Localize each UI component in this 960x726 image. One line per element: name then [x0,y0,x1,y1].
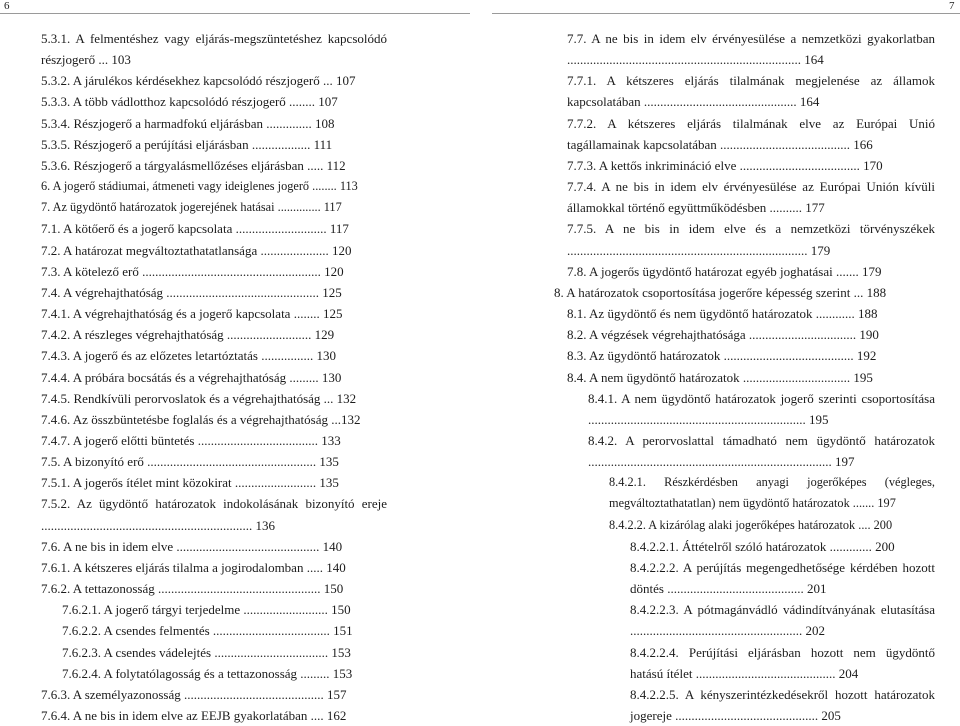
toc-entry: 7.7.3. A kettős inkrimináció elve ..................................... 170 [567,157,883,173]
toc-entry: 5.3.1. A felmentéshez vagy eljárás-megszüntetéshez kapcsolódó részjogerő ... 103 [41,31,387,68]
header-rule-right [492,13,960,14]
toc-entry: 8.4.1. A nem ügydöntő határozatok jogerő szerinti csoportosítása ................................................................... 195 [588,390,935,427]
toc-entry: 8.1. Az ügydöntő és nem ügydöntő határozatok ............ 188 [567,306,878,322]
toc-entry: 7.4.6. Az összbüntetésbe foglalás és a végrehajthatóság ...132 [41,411,361,427]
toc-entry: 7.4.5. Rendkívüli perorvoslatok és a végrehajthatóság ... 132 [41,390,357,406]
toc-entry: 8.4.2.2.4. Perújítási eljárásban hozott nem ügydöntő hatású ítélet ........................................... 204 [630,644,935,681]
toc-entry: 7.4.3. A jogerő és az előzetes letartóztatás ................ 130 [41,348,336,364]
toc-entry: 7.8. A jogerős ügydöntő határozat egyéb joghatásai ....... 179 [567,263,882,279]
toc-entry: 7.4.2. A részleges végrehajthatóság .......................... 129 [41,327,335,343]
toc-entry: 8.4.2.2.1. Áttételről szóló határozatok ............. 200 [630,538,895,554]
toc-entry: 8. A határozatok csoportosítása jogerőre képesség szerint ... 188 [554,284,887,300]
toc-entry: 7.6.2. A tettazonosság .................................................. 150 [41,581,344,597]
toc-entry: 7.5. A bizonyító erő .................................................... 135 [41,454,339,470]
toc-entry: 7.6.3. A személyazonosság ........................................... 157 [41,686,347,702]
toc-entry: 5.3.2. A járulékos kérdésekhez kapcsolódó részjogerő ... 107 [41,73,356,89]
toc-entry: 8.4.2. A perorvoslattal támadható nem ügydöntő határozatok ........................................................................... 197 [588,432,935,470]
toc-entry: 6. A jogerő stádiumai, átmeneti vagy ideiglenes jogerő ........ 113 [41,179,358,194]
toc-entry: 7.6.2.3. A csendes vádelejtés ................................... 153 [62,644,351,660]
toc-entry: 7.4.4. A próbára bocsátás és a végrehajthatóság ......... 130 [41,369,342,385]
toc-entry: 7.7.1. A kétszeres eljárás tilalmának megjelenése az államok kapcsolatában ............................................... 164 [567,73,935,110]
toc-entry: 7.6.2.2. A csendes felmentés .................................... 151 [62,623,353,639]
toc-entry: 7.4. A végrehajthatóság ............................................... 125 [41,284,342,300]
toc-entry: 7.1. A kötőerő és a jogerő kapcsolata ............................ 117 [41,221,349,237]
toc-entry: 8.2. A végzések végrehajthatósága ................................. 190 [567,327,879,343]
toc-entry: 8.4.2.2.3. A pótmagánvádló vádindítványának elutasítása ..................................................... 202 [630,602,935,639]
toc-entry: 8.4.2.2.2. A perújítás megengedhetősége kérdében hozott döntés .......................................... 201 [630,559,935,597]
page-number-left: 6 [4,0,10,12]
toc-entry: 5.3.3. A több vádlotthoz kapcsolódó részjogerő ........ 107 [41,94,338,110]
toc-entry: 7.6.2.1. A jogerő tárgyi terjedelme .......................... 150 [62,602,351,618]
toc-entry: 5.3.5. Részjogerő a perújítási eljárásban .................. 111 [41,136,333,152]
toc-entry: 7.4.1. A végrehajthatóság és a jogerő kapcsolata ........ 125 [41,306,343,322]
toc-entry: 8.4.2.2.5. A kényszerintézkedésekről hozott határozatok jogereje ............................................ 205 [630,686,935,723]
toc-entry: 7.5.1. A jogerős ítélet mint közokirat ......................... 135 [41,475,339,491]
toc-entry: 8.4.2.1. Részkérdésben anyagi jogerőképes (végleges, megváltoztathatatlan) nem ügydöntő határozatok ....... 197 [609,475,935,511]
toc-entry: 7.5.2. Az ügydöntő határozatok indokolásának bizonyító ereje ................................................................. 136 [41,496,387,533]
toc-entry: 7.7.4. A ne bis in idem elv érvényesülése az Európai Unión kívüli államokkal történő együttműködésben .......... 177 [567,179,935,216]
toc-entry: 7. Az ügydöntő határozatok jogerejének hatásai .............. 117 [41,200,342,215]
toc-entry: 7.7.2. A kétszeres eljárás tilalmának elve az Európai Unió tagállamainak kapcsolatában ........................................ 166 [567,115,935,152]
toc-entry: 7.7. A ne bis in idem elv érvényesülése a nemzetközi gyakorlatban ........................................................................ 164 [567,31,935,68]
toc-entry: 7.6. A ne bis in idem elve ............................................ 140 [41,538,343,554]
toc-entry: 5.3.6. Részjogerő a tárgyalásmellőzéses eljárásban ..... 112 [41,157,346,173]
toc-entry: 7.6.4. A ne bis in idem elve az EEJB gyakorlatában .... 162 [41,708,347,723]
toc-entry: 7.6.1. A kétszeres eljárás tilalma a jogirodalomban ..... 140 [41,559,346,575]
toc-entry: 7.2. A határozat megváltoztathatatlansága ..................... 120 [41,242,352,258]
toc-entry: 7.6.2.4. A folytatólagosság és a tettazonosság ......... 153 [62,665,353,681]
page-number-right: 7 [949,0,955,12]
toc-right-column [554,28,935,726]
header-rule-left [0,13,470,14]
toc-entry: 7.4.7. A jogerő előtti büntetés ..................................... 133 [41,432,341,448]
toc-left-column [41,28,387,726]
toc-entry: 7.7.5. A ne bis in idem elve és a nemzetközi törvényszékek .......................................................................... 179 [567,221,935,258]
toc-entry: 5.3.4. Részjogerő a harmadfokú eljárásban .............. 108 [41,115,335,131]
toc-entry: 8.3. Az ügydöntő határozatok ........................................ 192 [567,348,877,364]
toc-entry: 7.3. A kötelező erő ....................................................... 120 [41,263,344,279]
toc-entry: 8.4.2.2. A kizárólag alaki jogerőképes határozatok .... 200 [609,517,893,532]
toc-entry: 8.4. A nem ügydöntő határozatok ................................. 195 [567,369,873,385]
